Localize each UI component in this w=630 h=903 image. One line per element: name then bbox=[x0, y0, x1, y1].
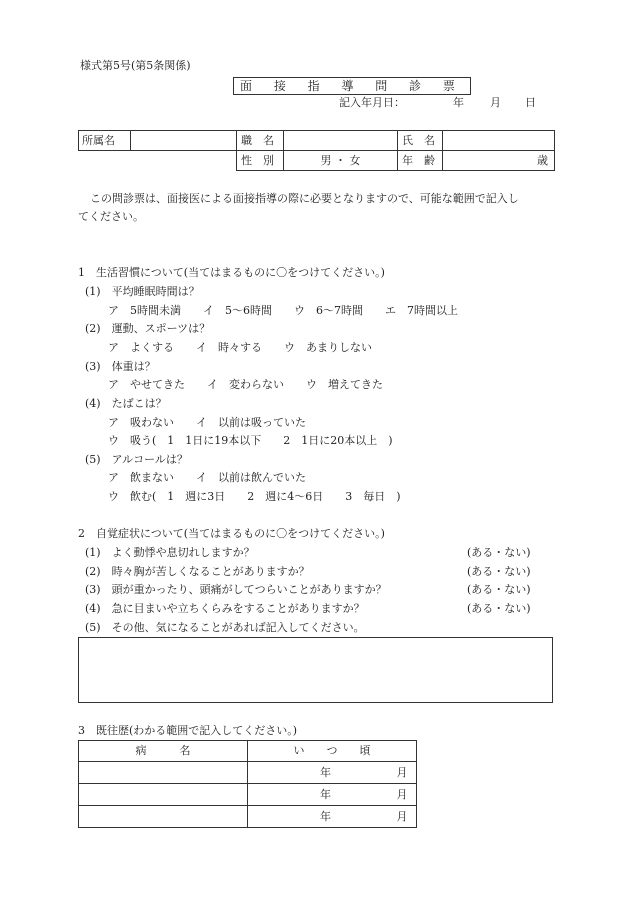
date-day: 日 bbox=[525, 96, 536, 109]
s2-q1: (1) よく動悸や息切れしますか？ bbox=[85, 546, 255, 559]
s1-q5-options-1[interactable]: ア 飲まない イ 以前は飲んでいた bbox=[108, 471, 306, 484]
history-table bbox=[78, 740, 417, 828]
sex-value[interactable]: 男 ・ 女 bbox=[284, 151, 398, 171]
s2-q2-answer[interactable]: (ある・ない) bbox=[467, 565, 531, 578]
section1-heading: 1 生活習慣について(当てはまるものに〇をつけてください。) bbox=[78, 266, 385, 279]
date-month: 月 bbox=[490, 96, 501, 109]
history-disease-2[interactable] bbox=[79, 784, 248, 806]
s1-q2: (2) 運動、スポーツは？ bbox=[85, 322, 211, 335]
info-table bbox=[78, 130, 555, 171]
date-year: 年 bbox=[453, 96, 464, 109]
date-label: 記入年月日： bbox=[339, 96, 405, 109]
s1-q4-options-1[interactable]: ア 吸わない イ 以前は吸っていた bbox=[108, 416, 306, 429]
s1-q5-options-2[interactable]: ウ 飲む( 1 週に3日 2 週に4〜6日 3 毎日 ) bbox=[108, 490, 401, 503]
history-disease-1[interactable] bbox=[79, 762, 248, 784]
name-label: 氏 名 bbox=[398, 131, 443, 151]
position-field[interactable] bbox=[284, 131, 398, 151]
s1-q4-options-2[interactable]: ウ 吸う( 1 1日に19本以下 2 1日に20本以上 ) bbox=[108, 434, 393, 447]
s1-q5: (5) アルコールは？ bbox=[85, 453, 188, 466]
s1-q3-options[interactable]: ア やせてきた イ 変わらない ウ 増えてきた bbox=[108, 378, 383, 391]
history-when-3[interactable]: 年 月 bbox=[248, 806, 417, 828]
s1-q1-options[interactable]: ア 5時間未満 イ 5〜6時間 ウ 6〜7時間 エ 7時間以上 bbox=[108, 304, 458, 317]
intro-line-2: てください。 bbox=[78, 210, 144, 223]
s2-q4: (4) 急に目まいや立ちくらみをすることがありますか？ bbox=[85, 602, 365, 615]
affiliation-label: 所属名 bbox=[79, 131, 131, 151]
other-notes-box[interactable] bbox=[78, 637, 553, 703]
age-field[interactable]: 歳 bbox=[443, 151, 555, 171]
s2-q2: (2) 時々胸が苦しくなることがありますか？ bbox=[85, 565, 310, 578]
affiliation-field[interactable] bbox=[131, 131, 237, 151]
section3-heading: 3 既往歴(わかる範囲で記入してください。) bbox=[78, 724, 298, 737]
name-field[interactable] bbox=[443, 131, 555, 151]
history-col-disease: 病 名 bbox=[79, 741, 248, 762]
form-number: 様式第5号(第5条関係) bbox=[80, 59, 191, 72]
section2-heading: 2 自覚症状について(当てはまるものに〇をつけてください。) bbox=[78, 527, 385, 540]
s1-q3: (3) 体重は？ bbox=[85, 360, 156, 373]
s1-q4: (4) たばこは？ bbox=[85, 397, 167, 410]
position-label: 職 名 bbox=[237, 131, 284, 151]
form-title: 面 接 指 導 問 診 票 bbox=[233, 77, 471, 95]
sex-label: 性 別 bbox=[237, 151, 284, 171]
age-label: 年 齢 bbox=[398, 151, 443, 171]
s2-q4-answer[interactable]: (ある・ない) bbox=[467, 602, 531, 615]
s2-q1-answer[interactable]: (ある・ない) bbox=[467, 546, 531, 559]
intro-line-1: この問診票は、面接医による面接指導の際に必要となりますので、可能な範囲で記入し bbox=[90, 192, 519, 205]
history-disease-3[interactable] bbox=[79, 806, 248, 828]
s2-q3: (3) 頭が重かったり、頭痛がしてつらいことがありますか？ bbox=[85, 583, 387, 596]
s1-q1: (1) 平均睡眠時間は？ bbox=[85, 285, 200, 298]
history-col-when: い つ 頃 bbox=[248, 741, 417, 762]
s2-q3-answer[interactable]: (ある・ない) bbox=[467, 583, 531, 596]
s2-q5: (5) その他、気になることがあれば記入してください。 bbox=[85, 621, 365, 634]
s1-q2-options[interactable]: ア よくする イ 時々する ウ あまりしない bbox=[108, 341, 372, 354]
history-when-2[interactable]: 年 月 bbox=[248, 784, 417, 806]
history-when-1[interactable]: 年 月 bbox=[248, 762, 417, 784]
